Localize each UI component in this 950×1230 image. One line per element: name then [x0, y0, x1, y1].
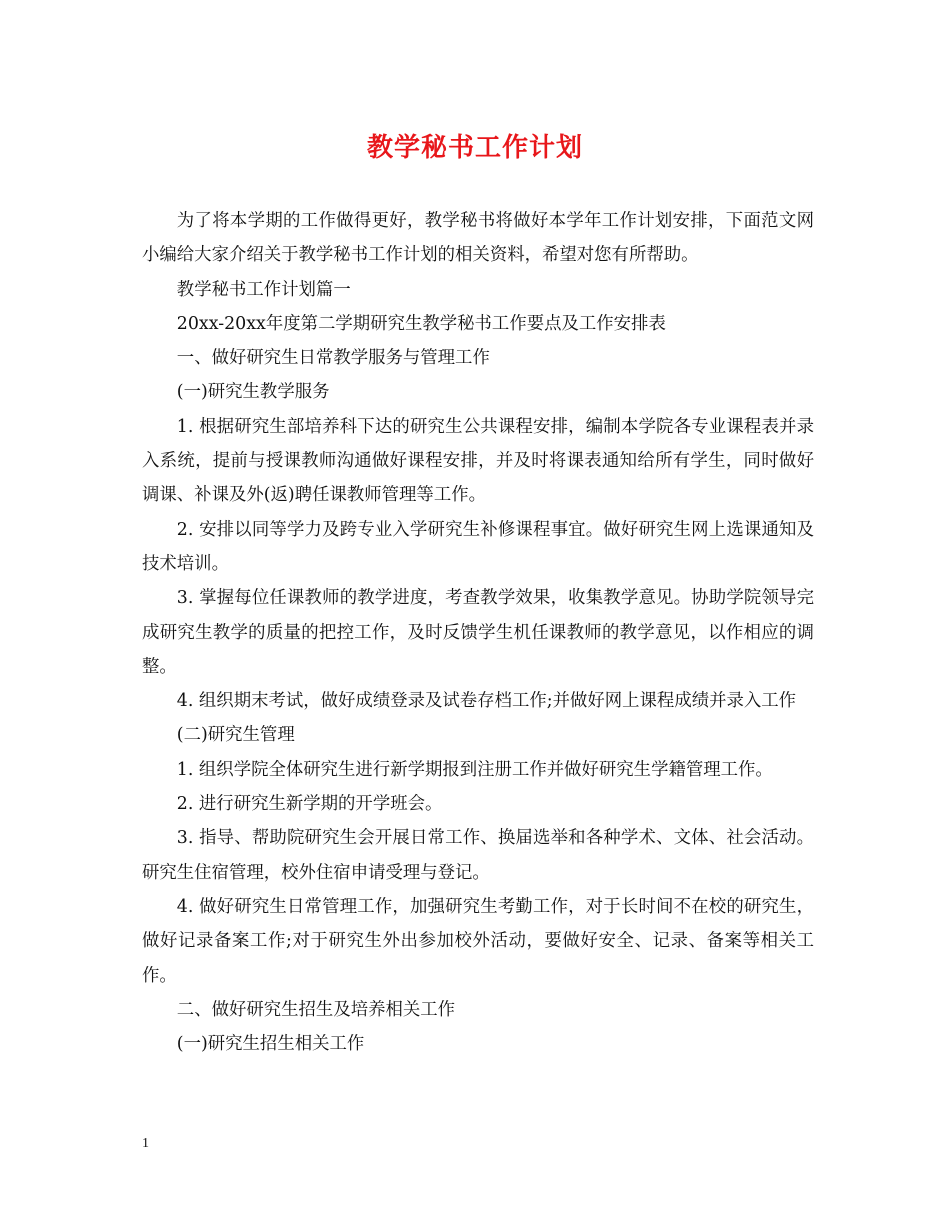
document-title: 教学秘书工作计划 — [366, 133, 583, 163]
paragraph-subsection-teaching-service: (一)研究生教学服务 — [176, 382, 330, 403]
paragraph-item: 1. 根据研究生部培养科下达的研究生公共课程安排，编制本学院各专业课程表并录入系统，提前与授课教师沟通做好课程安排，并及时将课表通知给所有学生，同时做好调课、补课及外(返)聘任课教师管理等工作。 — [142, 416, 814, 506]
paragraph-subsection-admissions: (一)研究生招生相关工作 — [176, 1034, 365, 1055]
paragraph-subsection-management: (二)研究生管理 — [176, 725, 295, 746]
paragraph-heading-article: 教学秘书工作计划篇一 — [176, 279, 351, 300]
paragraph-item: 3. 掌握每位任课教师的教学进度，考查教学效果，收集教学意见。协助学院领导完成研究生教学的质量的把控工作，及时反馈学生机任课教师的教学意见，以作相应的调整。 — [142, 588, 814, 677]
paragraph-heading-schedule: 20xx-20xx年度第二学期研究生教学秘书工作要点及工作安排表 — [176, 313, 666, 334]
paragraph-item: 4. 做好研究生日常管理工作，加强研究生考勤工作，对于长时间不在校的研究生，做好记录备案工作;对于研究生外出参加校外活动，要做好安全、记录、备案等相关工作。 — [142, 896, 814, 986]
paragraph-item: 1. 组织学院全体研究生进行新学期报到注册工作并做好研究生学籍管理工作。 — [176, 759, 773, 780]
document-body — [142, 204, 814, 1061]
page-number: 1 — [142, 1136, 149, 1151]
paragraph-item: 2. 安排以同等学力及跨专业入学研究生补修课程事宜。做好研究生网上选课通知及技术培训。 — [142, 519, 814, 574]
paragraph-section-one: 一、做好研究生日常教学服务与管理工作 — [176, 348, 490, 369]
paragraph-section-two: 二、做好研究生招生及培养相关工作 — [176, 999, 456, 1020]
paragraph-intro: 为了将本学期的工作做得更好，教学秘书将做好本学年工作计划安排，下面范文网小编给大家介绍关于教学秘书工作计划的相关资料，希望对您有所帮助。 — [142, 211, 814, 266]
paragraph-item: 4. 组织期末考试，做好成绩登录及试卷存档工作;并做好网上课程成绩并录入工作 — [176, 691, 797, 712]
paragraph-item: 2. 进行研究生新学期的开学班会。 — [176, 794, 443, 815]
paragraph-item: 3. 指导、帮助院研究生会开展日常工作、换届选举和各种学术、文体、社会活动。研究生住宿管理，校外住宿申请受理与登记。 — [142, 828, 814, 883]
